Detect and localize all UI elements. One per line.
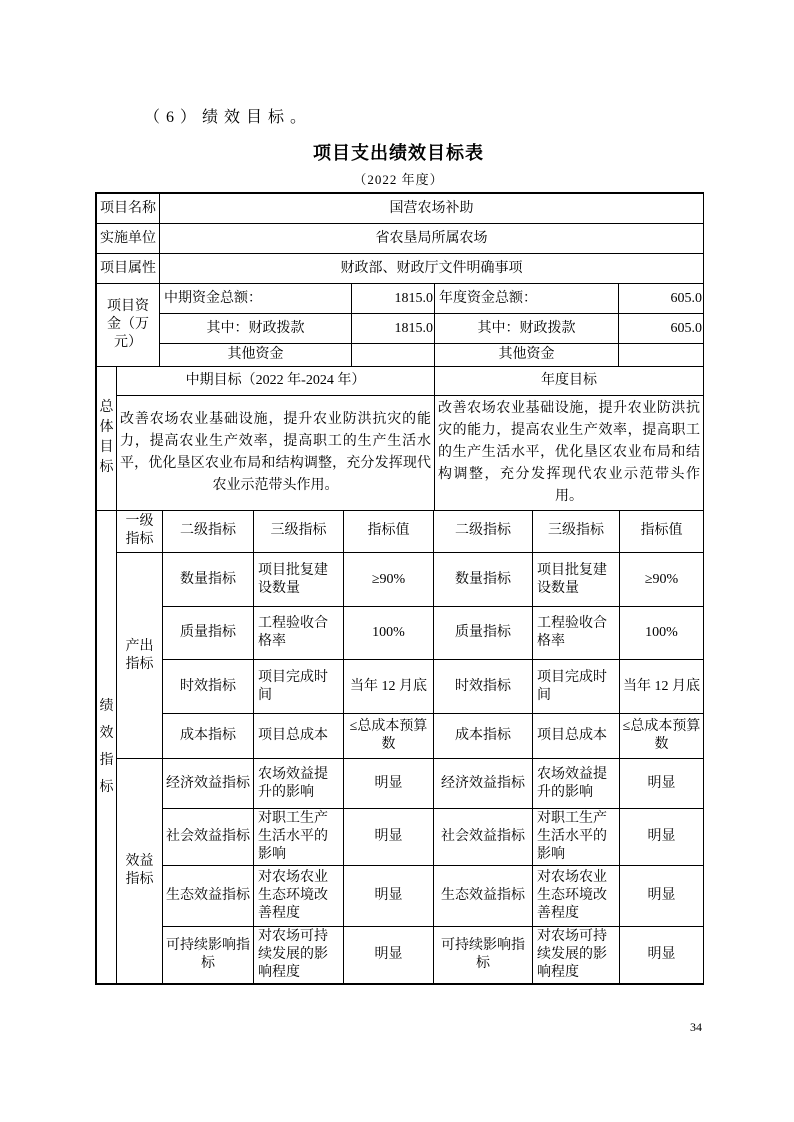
value-cell: 明显 [344, 759, 434, 809]
overall-goal-table [96, 367, 704, 511]
table-row [97, 367, 704, 395]
group-benefit-indicators: 效益指标 [117, 759, 163, 984]
level3-cell: 对农场可持续发展的影响程度 [533, 927, 620, 984]
value-cell: 当年 12 月底 [620, 660, 704, 714]
header-value-mid: 指标值 [344, 511, 434, 553]
indicator-row [97, 714, 704, 759]
value-cell: 明显 [344, 866, 434, 927]
table-row [97, 224, 704, 254]
level3-cell: 对农场可持续发展的影响程度 [254, 927, 344, 984]
level2-cell: 社会效益指标 [434, 809, 533, 866]
group-output-indicators: 产出指标 [117, 553, 163, 759]
year-total-value: 605.0 [619, 284, 704, 314]
level3-cell: 农场效益提升的影响 [533, 759, 620, 809]
header-level2-year: 二级指标 [434, 511, 533, 553]
page-number: 34 [690, 1020, 702, 1034]
value-cell: ≥90% [620, 553, 704, 607]
indicator-row [97, 553, 704, 607]
indicator-row [97, 866, 704, 927]
mid-total-value: 1815.0 [352, 284, 435, 314]
level2-cell: 社会效益指标 [163, 809, 254, 866]
level2-cell: 数量指标 [434, 553, 533, 607]
table-row [97, 284, 704, 314]
level2-cell: 质量指标 [163, 607, 254, 660]
table-row [97, 314, 704, 344]
level2-cell: 经济效益指标 [434, 759, 533, 809]
level3-cell: 项目总成本 [254, 714, 344, 759]
level2-cell: 可持续影响指标 [163, 927, 254, 984]
level3-cell: 对职工生产生活水平的影响 [533, 809, 620, 866]
level3-cell: 农场效益提升的影响 [254, 759, 344, 809]
year-other-label: 其他资金 [435, 344, 619, 367]
mid-goal-header: 中期目标（2022 年-2024 年） [117, 367, 435, 395]
value-cell: 明显 [620, 759, 704, 809]
project-name-value: 国营农场补助 [160, 194, 704, 224]
year-other-value [619, 344, 704, 367]
value-cell: 明显 [620, 866, 704, 927]
indicator-row [97, 660, 704, 714]
header-level3-mid: 三级指标 [254, 511, 344, 553]
indicator-header-row [97, 511, 704, 553]
level3-cell: 对农场农业生态环境改善程度 [533, 866, 620, 927]
implementing-unit-label: 实施单位 [97, 224, 160, 254]
year-goal-text: 改善农场农业基础设施，提升农业防洪抗灾的能力，提高农业生产效率，提高职工的生产生活水平，优化垦区农业布局和结构调整，充分发挥现代农业示范带头作用。 [435, 395, 704, 510]
value-cell: 100% [344, 607, 434, 660]
level2-cell: 成本指标 [163, 714, 254, 759]
value-cell: ≤总成本预算数 [344, 714, 434, 759]
year-fiscal-label: 其中：财政拨款 [435, 314, 619, 344]
mid-other-value [352, 344, 435, 367]
indicator-row [97, 607, 704, 660]
level2-cell: 数量指标 [163, 553, 254, 607]
indicator-table [96, 511, 704, 985]
indicator-row [97, 809, 704, 866]
value-cell: ≥90% [344, 553, 434, 607]
project-attribute-value: 财政部、财政厅文件明确事项 [160, 254, 704, 284]
level3-cell: 项目批复建设数量 [533, 553, 620, 607]
header-level2-mid: 二级指标 [163, 511, 254, 553]
level3-cell: 对农场农业生态环境改善程度 [254, 866, 344, 927]
value-cell: 明显 [620, 809, 704, 866]
table-subtitle: （2022 年度） [353, 172, 444, 187]
project-name-label: 项目名称 [97, 194, 160, 224]
level3-cell: 对职工生产生活水平的影响 [254, 809, 344, 866]
header-value-year: 指标值 [620, 511, 704, 553]
performance-target-table [95, 192, 704, 985]
level3-cell: 工程验收合格率 [254, 607, 344, 660]
info-table [96, 193, 704, 367]
level3-cell: 项目完成时间 [533, 660, 620, 714]
level3-cell: 项目批复建设数量 [254, 553, 344, 607]
implementing-unit-value: 省农垦局所属农场 [160, 224, 704, 254]
level3-cell: 项目总成本 [533, 714, 620, 759]
indicator-row [97, 759, 704, 809]
mid-fiscal-value: 1815.0 [352, 314, 435, 344]
table-row [97, 344, 704, 367]
year-total-label: 年度资金总额： [435, 284, 619, 314]
table-row [97, 254, 704, 284]
mid-total-label: 中期资金总额： [160, 284, 352, 314]
level2-cell: 生态效益指标 [163, 866, 254, 927]
level2-cell: 时效指标 [163, 660, 254, 714]
level2-cell: 经济效益指标 [163, 759, 254, 809]
mid-fiscal-label: 其中：财政拨款 [160, 314, 352, 344]
section-heading: （6）绩效目标。 [144, 109, 313, 126]
value-cell: 明显 [344, 809, 434, 866]
mid-other-label: 其他资金 [160, 344, 352, 367]
header-level1: 一级指标 [117, 511, 163, 553]
level3-cell: 工程验收合格率 [533, 607, 620, 660]
year-fiscal-value: 605.0 [619, 314, 704, 344]
level2-cell: 时效指标 [434, 660, 533, 714]
project-funds-label: 项目资金（万元） [97, 284, 160, 367]
table-row [97, 194, 704, 224]
level2-cell: 生态效益指标 [434, 866, 533, 927]
performance-indicator-vertical-label: 绩效指标 [97, 511, 117, 984]
table-row [97, 395, 704, 510]
year-goal-header: 年度目标 [435, 367, 704, 395]
value-cell: 明显 [344, 927, 434, 984]
value-cell: 明显 [620, 927, 704, 984]
overall-goal-vertical-label: 总体目标 [97, 367, 117, 510]
indicator-row [97, 927, 704, 984]
header-level3-year: 三级指标 [533, 511, 620, 553]
value-cell: 100% [620, 607, 704, 660]
mid-goal-text: 改善农场农业基础设施，提升农业防洪抗灾的能力，提高农业生产效率，提高职工的生产生活水平，优化垦区农业布局和结构调整，充分发挥现代农业示范带头作用。 [117, 395, 435, 510]
level3-cell: 项目完成时间 [254, 660, 344, 714]
level2-cell: 可持续影响指标 [434, 927, 533, 984]
value-cell: 当年 12 月底 [344, 660, 434, 714]
value-cell: ≤总成本预算数 [620, 714, 704, 759]
level2-cell: 质量指标 [434, 607, 533, 660]
project-attribute-label: 项目属性 [97, 254, 160, 284]
level2-cell: 成本指标 [434, 714, 533, 759]
table-title: 项目支出绩效目标表 [313, 143, 484, 163]
